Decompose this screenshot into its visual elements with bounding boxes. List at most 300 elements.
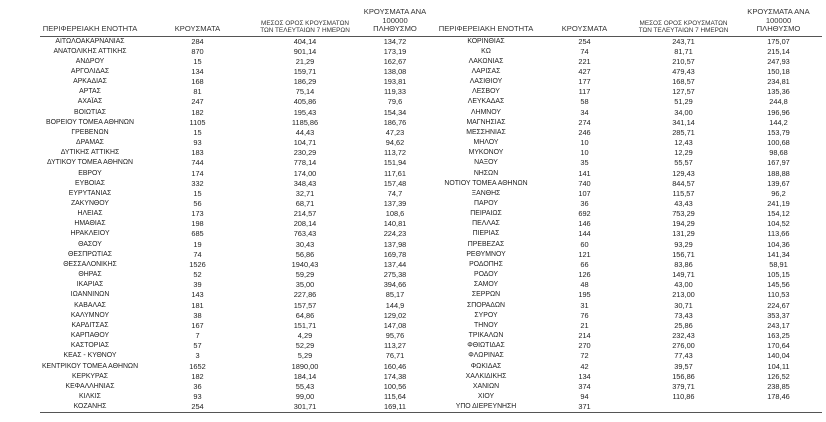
left-avg-cell: 75,14 (295, 87, 315, 97)
right-per100k-cell: 100,68 (767, 138, 790, 148)
table-row (40, 311, 822, 321)
right-per100k-cell: 215,14 (767, 46, 790, 56)
right-per100k-cell: 244,8 (769, 97, 788, 107)
right-region-cell: ΠΙΕΡΙΑΣ (472, 230, 500, 238)
header-per100k-left (355, 8, 435, 36)
table-row (40, 301, 822, 311)
right-cases-cell: 66 (580, 259, 589, 269)
left-region-cell: ΒΟΡΕΙΟΥ ΤΟΜΕΑ ΑΘΗΝΩΝ (46, 118, 134, 126)
left-per100k-cell: 129,02 (383, 310, 407, 320)
left-per100k-cell: 119,33 (383, 87, 407, 97)
right-region-cell: ΛΑΡΙΣΑΣ (471, 67, 501, 75)
right-per100k-cell: 58,91 (769, 259, 788, 269)
left-avg-cell: 32,71 (295, 188, 315, 198)
left-per100k-cell: 138,08 (383, 66, 407, 76)
left-per100k-cell: 160,46 (383, 361, 407, 371)
right-per100k-cell: 140,04 (767, 351, 790, 361)
left-cases-cell: 174 (191, 168, 204, 178)
right-cases-cell: 177 (578, 77, 591, 87)
table-row (40, 250, 822, 260)
right-per100k-cell: 238,85 (767, 381, 790, 391)
left-region-cell: ΙΚΑΡΙΑΣ (76, 281, 104, 289)
right-per100k-cell: 170,64 (767, 341, 790, 351)
right-avg-cell: 25,86 (674, 320, 693, 330)
table-row (40, 97, 822, 107)
table-row (40, 148, 822, 158)
table-row (40, 392, 822, 402)
left-per100k-cell: 147,08 (383, 320, 407, 330)
table-row (40, 321, 822, 331)
right-cases-cell: 246 (578, 127, 591, 137)
left-avg-cell: 763,43 (293, 229, 317, 239)
table-row (40, 118, 822, 128)
right-avg-cell: 479,43 (672, 66, 695, 76)
right-avg-cell: 43,43 (674, 199, 693, 208)
left-region-cell: ΔΥΤΙΚΟΥ ΤΟΜΕΑ ΑΘΗΝΩΝ (46, 159, 133, 167)
left-region-cell: ΑΡΤΑΣ (79, 88, 101, 96)
left-cases-cell: 870 (191, 46, 204, 56)
right-avg-cell: 753,29 (672, 209, 695, 219)
left-per100k-cell: 144,9 (385, 300, 405, 310)
right-per100k-cell: 145,56 (767, 280, 790, 290)
left-per100k-cell: 186,76 (383, 117, 407, 127)
right-avg-cell: 156,86 (672, 371, 695, 381)
left-avg-cell: 68,71 (295, 199, 315, 208)
header-cases-left: ΚΡΟΥΣΜΑΤΑ (140, 8, 255, 36)
table-row (40, 108, 822, 118)
right-per100k-cell: 241,19 (767, 199, 790, 208)
right-cases-cell: 35 (580, 158, 589, 168)
left-per100k-cell: 94,62 (385, 138, 405, 148)
right-per100k-cell: 126,52 (767, 371, 790, 381)
left-region-cell: ΚΙΛΚΙΣ (79, 392, 101, 400)
left-region-cell: ΚΑΡΠΑΘΟΥ (70, 332, 110, 340)
right-per100k-cell: 247,93 (767, 56, 790, 66)
right-region-cell: ΠΡΕΒΕΖΑΣ (467, 240, 505, 248)
right-avg-cell: 34,00 (674, 107, 693, 117)
left-region-cell: ΘΑΣΟΥ (78, 240, 102, 248)
left-region-cell: ΑΙΤΩΛΟΑΚΑΡΝΑΝΙΑΣ (55, 37, 125, 45)
right-per100k-cell: 96,2 (771, 188, 786, 198)
right-avg-cell: 43,00 (674, 280, 693, 290)
left-cases-cell: 173 (191, 209, 204, 219)
header-avg-right (632, 8, 735, 36)
left-region-cell: ΕΒΡΟΥ (78, 169, 102, 177)
right-region-cell: ΡΕΘΥΜΝΟΥ (466, 250, 506, 258)
left-cases-cell: 1526 (189, 259, 206, 269)
left-region-cell: ΘΗΡΑΣ (78, 271, 102, 279)
right-avg-cell: 379,71 (672, 381, 695, 391)
left-cases-cell: 36 (193, 381, 202, 391)
right-region-cell: ΝΟΤΙΟΥ ΤΟΜΕΑ ΑΘΗΝΩΝ (444, 179, 528, 187)
right-region-cell: ΛΕΥΚΑΔΑΣ (467, 98, 505, 106)
left-cases-cell: 52 (193, 270, 202, 280)
right-per100k-cell: 98,68 (769, 148, 788, 158)
left-cases-cell: 81 (193, 87, 202, 97)
table-body (40, 36, 822, 413)
left-per100k-cell: 85,17 (385, 290, 405, 300)
left-cases-cell: 247 (191, 97, 204, 107)
right-cases-cell: 58 (580, 97, 589, 107)
left-region-cell: ΑΡΚΑΔΙΑΣ (73, 78, 107, 86)
right-avg-cell: 156,71 (672, 249, 695, 259)
right-cases-cell: 10 (580, 148, 589, 158)
table-row (40, 179, 822, 189)
table-row (40, 219, 822, 229)
table-row (40, 270, 822, 280)
right-cases-cell: 144 (578, 229, 591, 239)
table-row (40, 240, 822, 250)
left-avg-cell: 348,43 (293, 178, 317, 188)
header-avg-line2: ΤΩΝ ΤΕΛΕΥΤΑΙΩΝ 7 ΗΜΕΡΩΝ (260, 26, 350, 34)
right-per100k-cell: 175,07 (767, 36, 790, 46)
header-per100k-right (735, 8, 822, 36)
left-avg-cell: 214,57 (293, 209, 317, 219)
left-cases-cell: 182 (191, 371, 204, 381)
left-region-cell: ΘΕΣΣΑΛΟΝΙΚΗΣ (63, 260, 117, 268)
right-per100k-cell: 167,97 (767, 158, 790, 168)
right-per100k-cell: 353,37 (767, 310, 790, 320)
table-row (40, 87, 822, 97)
left-cases-cell: 15 (193, 188, 202, 198)
right-avg-cell: 243,71 (672, 36, 695, 46)
right-region-cell: ΠΕΛΛΑΣ (472, 220, 500, 228)
right-cases-cell: 371 (537, 402, 632, 413)
left-region-cell: ΚΕΝΤΡΙΚΟΥ ΤΟΜΕΑ ΑΘΗΝΩΝ (41, 362, 139, 370)
right-avg-cell: 115,57 (672, 188, 695, 198)
header-avg-line1: ΜΕΣΟΣ ΟΡΟΣ ΚΡΟΥΣΜΑΤΩΝ (261, 19, 349, 27)
left-avg-cell: 901,14 (293, 46, 317, 56)
left-avg-cell: 21,29 (295, 56, 315, 66)
table-row (40, 260, 822, 270)
left-per100k-cell: 47,23 (385, 127, 405, 137)
left-avg-cell: 174,00 (293, 168, 317, 178)
right-cases-cell: 21 (580, 320, 589, 330)
right-cases-cell: 36 (580, 199, 589, 208)
cases-by-regional-unit-table (40, 8, 822, 413)
right-cases-cell: 195 (578, 290, 591, 300)
right-per100k-cell: 163,25 (767, 331, 790, 341)
table-row (40, 331, 822, 341)
right-cases-cell: 374 (578, 381, 591, 391)
right-cases-cell: 740 (578, 178, 591, 188)
table-row (40, 189, 822, 199)
right-region-cell: ΣΠΟΡΑΔΩΝ (466, 301, 505, 309)
right-per100k-cell: 113,66 (767, 229, 790, 239)
right-avg-cell: 30,71 (674, 300, 693, 310)
left-avg-cell: 227,86 (293, 290, 317, 300)
left-per100k-cell: 113,72 (383, 148, 407, 158)
right-per100k-cell (735, 402, 822, 413)
left-region-cell: ΚΑΡΔΙΤΣΑΣ (71, 321, 109, 329)
right-per100k-cell: 224,67 (767, 300, 790, 310)
left-avg-cell: 301,71 (255, 402, 355, 413)
left-per100k-cell: 113,27 (383, 341, 407, 351)
left-per100k-cell: 140,81 (383, 219, 407, 229)
left-cases-cell: 181 (191, 300, 204, 310)
left-per100k-cell: 173,19 (383, 46, 407, 56)
right-cases-cell: 214 (578, 331, 591, 341)
right-avg-cell: 168,57 (672, 77, 695, 87)
left-region-cell: ΗΡΑΚΛΕΙΟΥ (70, 230, 110, 238)
left-region-cell: ΗΜΑΘΙΑΣ (74, 220, 106, 228)
right-region-cell: ΛΗΜΝΟΥ (470, 108, 502, 116)
left-region-cell: ΚΑΛΥΜΝΟΥ (70, 311, 110, 319)
left-per100k-cell: 162,67 (383, 56, 407, 66)
left-avg-cell: 35,00 (295, 280, 315, 290)
left-cases-cell: 15 (193, 127, 202, 137)
right-region-cell: ΠΕΙΡΑΙΩΣ (470, 210, 502, 218)
right-region-cell: ΣΥΡΟΥ (474, 311, 498, 319)
left-cases-cell: 57 (193, 341, 202, 351)
right-avg-cell: 83,86 (674, 259, 693, 269)
left-cases-cell: 93 (193, 138, 202, 148)
right-per100k-cell: 110,53 (767, 290, 790, 300)
left-avg-cell: 104,71 (293, 138, 317, 148)
right-cases-cell: 72 (580, 351, 589, 361)
right-region-cell: ΤΡΙΚΑΛΩΝ (468, 332, 504, 340)
right-cases-cell: 94 (580, 391, 589, 401)
left-region-cell: ΒΟΙΩΤΙΑΣ (73, 108, 106, 116)
left-region-cell: ΑΧΑΪΑΣ (77, 98, 103, 106)
left-cases-cell: 182 (191, 107, 204, 117)
right-region-cell: ΧΙΟΥ (477, 392, 495, 400)
table-row (40, 138, 822, 148)
right-avg-cell: 73,43 (674, 310, 693, 320)
right-cases-cell: 274 (578, 117, 591, 127)
left-cases-cell: 254 (140, 402, 255, 413)
left-avg-cell: 1940,43 (291, 259, 319, 269)
right-region-cell: ΡΟΔΟΥ (473, 271, 498, 279)
header-avg-line2: ΤΩΝ ΤΕΛΕΥΤΑΙΩΝ 7 ΗΜΕΡΩΝ (638, 26, 729, 34)
right-region-cell: ΧΑΝΙΩΝ (472, 382, 500, 390)
table-row (40, 209, 822, 219)
right-cases-cell: 146 (578, 219, 591, 229)
right-avg-cell: 55,57 (674, 158, 693, 168)
right-cases-cell: 42 (580, 361, 589, 371)
left-per100k-cell: 100,56 (383, 381, 407, 391)
right-avg-cell: 844,57 (672, 178, 695, 188)
left-avg-cell: 230,29 (293, 148, 317, 158)
right-cases-cell: 107 (578, 188, 591, 198)
right-cases-cell: 117 (578, 87, 591, 97)
right-region-cell: ΦΩΚΙΔΑΣ (470, 362, 502, 370)
right-region-cell: ΥΠΟ ΔΙΕΡΕΥΝΗΣΗ (435, 402, 537, 413)
right-region-cell: ΦΘΙΩΤΙΔΑΣ (467, 342, 505, 350)
header-per100k-line1: ΚΡΟΥΣΜΑΤΑ ΑΝΑ 100000 (747, 7, 810, 25)
left-region-cell: ΑΝΔΡΟΥ (75, 57, 105, 65)
right-cases-cell: 34 (580, 107, 589, 117)
left-region-cell: ΖΑΚΥΝΘΟΥ (70, 200, 110, 207)
left-region-cell: ΕΥΒΟΙΑΣ (75, 179, 105, 187)
right-region-cell: ΡΟΔΟΠΗΣ (469, 260, 503, 268)
left-cases-cell: 685 (191, 229, 204, 239)
left-cases-cell: 744 (191, 158, 204, 168)
right-cases-cell: 126 (578, 270, 591, 280)
header-region-right: ΠΕΡΙΦΕΡΕΙΑΚΗ ΕΝΟΤΗΤΑ (435, 8, 537, 36)
left-region-cell: ΗΛΕΙΑΣ (77, 210, 103, 218)
left-avg-cell: 55,43 (295, 381, 315, 391)
left-cases-cell: 74 (193, 249, 202, 259)
header-avg-line1: ΜΕΣΟΣ ΟΡΟΣ ΚΡΟΥΣΜΑΤΩΝ (639, 19, 728, 27)
left-region-cell: ΕΥΡΥΤΑΝΙΑΣ (68, 189, 112, 197)
right-region-cell: ΜΑΓΝΗΣΙΑΣ (466, 118, 506, 126)
right-region-cell: ΤΗΝΟΥ (474, 321, 498, 329)
left-cases-cell: 7 (195, 331, 200, 341)
table-row (40, 229, 822, 239)
right-avg-cell: 12,43 (674, 138, 693, 148)
right-avg-cell: 341,14 (672, 117, 695, 127)
right-per100k-cell: 178,46 (767, 391, 790, 401)
left-region-cell: ΑΡΓΟΛΙΔΑΣ (70, 67, 110, 75)
left-avg-cell: 157,57 (293, 300, 317, 310)
right-region-cell: ΛΑΣΙΘΙΟΥ (469, 78, 503, 86)
right-per100k-cell: 243,17 (767, 320, 790, 330)
table-row (40, 372, 822, 382)
right-region-cell: ΜΗΛΟΥ (473, 139, 499, 147)
right-cases-cell: 121 (578, 249, 591, 259)
right-avg-cell: 51,29 (674, 97, 693, 107)
table-row (40, 67, 822, 77)
table-row (40, 77, 822, 87)
header-row (40, 8, 822, 36)
left-avg-cell: 778,14 (293, 158, 317, 168)
left-avg-cell: 59,29 (295, 270, 315, 280)
table-row (40, 47, 822, 57)
left-per100k-cell: 154,34 (383, 107, 407, 117)
right-per100k-cell: 150,18 (767, 66, 790, 76)
right-region-cell: ΚΩ (481, 47, 491, 55)
right-cases-cell: 692 (578, 209, 591, 219)
left-cases-cell: 15 (193, 56, 202, 66)
left-per100k-cell: 193,81 (383, 77, 407, 87)
left-region-cell: ΚΕΡΚΥΡΑΣ (72, 372, 108, 380)
left-cases-cell: 332 (191, 178, 204, 188)
right-per100k-cell: 104,36 (767, 239, 790, 249)
left-per100k-cell: 76,71 (385, 351, 405, 361)
header-per100k-line2: ΠΛΗΘΥΣΜΟ (756, 24, 801, 33)
right-avg-cell: 127,57 (672, 87, 695, 97)
left-per100k-cell: 108,6 (385, 209, 405, 219)
left-per100k-cell: 169,78 (383, 249, 407, 259)
header-per100k-line2: ΠΛΗΘΥΣΜΟ (373, 24, 417, 33)
left-avg-cell: 159,71 (293, 66, 317, 76)
left-avg-cell: 195,43 (293, 107, 317, 117)
left-per100k-cell: 137,98 (383, 239, 407, 249)
right-region-cell: ΝΗΣΩΝ (473, 169, 499, 177)
right-cases-cell: 270 (578, 341, 591, 351)
left-cases-cell: 93 (193, 391, 202, 401)
right-avg-cell: 232,43 (672, 331, 695, 341)
left-per100k-cell: 137,39 (383, 199, 407, 208)
left-region-cell: ΓΡΕΒΕΝΩΝ (71, 128, 109, 136)
right-cases-cell: 10 (580, 138, 589, 148)
table-row (40, 402, 822, 413)
left-cases-cell: 183 (191, 148, 204, 158)
left-avg-cell: 1890,00 (291, 361, 319, 371)
left-cases-cell: 38 (193, 310, 202, 320)
left-region-cell: ΚΑΒΑΛΑΣ (74, 301, 106, 309)
left-avg-cell: 186,29 (293, 77, 317, 87)
table-row (40, 128, 822, 138)
left-cases-cell: 134 (191, 66, 204, 76)
header-cases-right: ΚΡΟΥΣΜΑΤΑ (537, 8, 632, 36)
right-cases-cell: 221 (578, 56, 591, 66)
right-avg-cell: 194,29 (672, 219, 695, 229)
left-region-cell: ΚΑΣΤΟΡΙΑΣ (70, 342, 110, 350)
left-region-cell: ΚΟΖΑΝΗΣ (40, 402, 140, 413)
left-cases-cell: 167 (191, 320, 204, 330)
right-cases-cell: 141 (578, 168, 591, 178)
right-per100k-cell: 105,15 (767, 270, 790, 280)
right-region-cell: ΜΕΣΣΗΝΙΑΣ (466, 128, 506, 136)
left-region-cell: ΙΩΑΝΝΙΝΩΝ (70, 291, 110, 299)
left-per100k-cell: 79,6 (387, 97, 403, 107)
left-avg-cell: 44,43 (295, 127, 315, 137)
left-avg-cell: 4,29 (297, 331, 313, 341)
left-region-cell: ΔΥΤΙΚΗΣ ΑΤΤΙΚΗΣ (60, 149, 120, 157)
right-avg-cell (632, 402, 735, 413)
left-per100k-cell: 169,11 (355, 402, 435, 413)
right-cases-cell: 427 (578, 66, 591, 76)
right-avg-cell: 77,43 (674, 351, 693, 361)
right-per100k-cell: 139,67 (767, 178, 790, 188)
left-avg-cell: 184,14 (293, 371, 317, 381)
right-cases-cell: 76 (580, 310, 589, 320)
left-region-cell: ΚΕΦΑΛΛΗΝΙΑΣ (65, 382, 115, 390)
right-cases-cell: 31 (580, 300, 589, 310)
table-row (40, 290, 822, 300)
left-avg-cell: 1185,86 (291, 117, 319, 127)
right-avg-cell: 39,57 (674, 361, 693, 371)
left-per100k-cell: 224,23 (383, 229, 407, 239)
table-row (40, 362, 822, 372)
left-cases-cell: 56 (193, 199, 202, 208)
right-region-cell: ΧΑΛΚΙΔΙΚΗΣ (465, 372, 507, 380)
right-region-cell: ΛΕΣΒΟΥ (472, 88, 500, 96)
left-region-cell: ΚΕΑΣ - ΚΥΘΝΟΥ (63, 352, 117, 360)
right-region-cell: ΛΑΚΩΝΙΑΣ (468, 57, 504, 65)
right-per100k-cell: 144,2 (769, 117, 788, 127)
left-cases-cell: 143 (191, 290, 204, 300)
left-per100k-cell: 157,48 (383, 178, 407, 188)
right-avg-cell: 129,43 (672, 168, 695, 178)
left-per100k-cell: 74,7 (387, 188, 403, 198)
header-region-left: ΠΕΡΙΦΕΡΕΙΑΚΗ ΕΝΟΤΗΤΑ (40, 8, 140, 36)
right-cases-cell: 60 (580, 239, 589, 249)
left-per100k-cell: 275,38 (383, 270, 407, 280)
right-region-cell: ΠΑΡΟΥ (474, 200, 498, 207)
left-per100k-cell: 115,64 (383, 391, 407, 401)
table-row (40, 169, 822, 179)
right-avg-cell: 81,71 (674, 46, 693, 56)
left-avg-cell: 64,86 (295, 310, 315, 320)
left-region-cell: ΑΝΑΤΟΛΙΚΗΣ ΑΤΤΙΚΗΣ (53, 47, 127, 55)
right-region-cell: ΞΑΝΘΗΣ (471, 189, 501, 197)
right-per100k-cell: 154,12 (767, 209, 790, 219)
right-per100k-cell: 188,88 (767, 168, 790, 178)
header-per100k-line1: ΚΡΟΥΣΜΑΤΑ ΑΝΑ 100000 (363, 7, 427, 25)
right-region-cell: ΜΥΚΟΝΟΥ (468, 149, 504, 157)
right-per100k-cell: 104,52 (767, 219, 790, 229)
right-avg-cell: 93,29 (674, 239, 693, 249)
left-avg-cell: 56,86 (295, 249, 315, 259)
right-region-cell: ΣΕΡΡΩΝ (471, 291, 501, 299)
left-avg-cell: 52,29 (295, 341, 315, 351)
table-row (40, 199, 822, 209)
right-per100k-cell: 153,79 (767, 127, 790, 137)
table-row (40, 158, 822, 168)
